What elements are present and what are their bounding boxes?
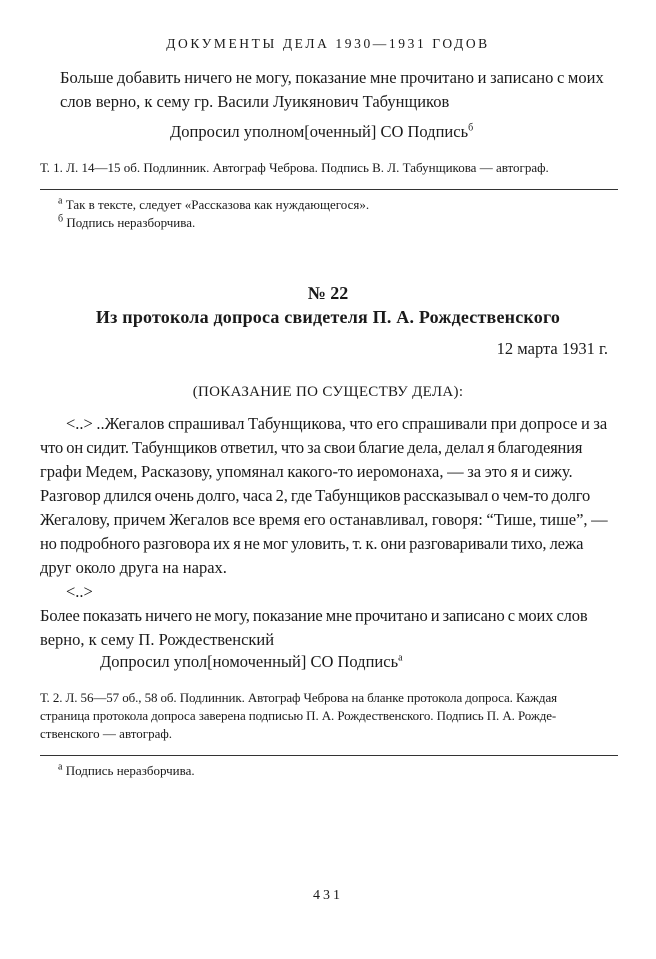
footnote-text: Подпись неразборчива.: [65, 763, 195, 778]
text-line: ственского — автограф.: [40, 726, 173, 741]
text-line: Больше добавить ничего не могу, показание мне прочитано и записано с моих: [60, 68, 604, 87]
footnote-text: Подпись неразборчива.: [66, 215, 196, 230]
text-line: графи Медем, Расказову, упомянал какого-то иеромонаха, — за это я и сижу.: [40, 462, 573, 481]
text-line: верно, к сему П. Рождественский: [40, 630, 275, 649]
document-number: № 22: [307, 283, 349, 303]
signature-text: Допросил уполном[оченный] СО Подпись: [170, 122, 469, 141]
footnote-marker: а: [58, 761, 63, 773]
doc21-signature: [170, 120, 473, 144]
footnote-marker: а: [58, 195, 63, 207]
document-date: 12 марта 1931 г.: [496, 339, 608, 358]
footnote-marker: б: [468, 122, 474, 134]
footnote-marker: а: [398, 652, 403, 664]
omission-mark: <..>: [66, 582, 93, 601]
text-line: страница протокола допроса заверена подписью П. А. Рождественского. Подпись П. А. Рожде-: [40, 708, 557, 723]
doc21-footnotes: [58, 196, 618, 232]
footnote-divider: [40, 755, 618, 756]
text-line: слов верно, к сему гр. Васили Луикянович Табунщиков: [60, 92, 450, 111]
text-line: Т. 2. Л. 56—57 об., 58 об. Подлинник. Автограф Чеброва на бланке протокола допроса. Каждая: [40, 690, 557, 705]
document-title: Из протокола допроса свидетеля П. А. Рождественского: [95, 307, 561, 327]
text-line: <..> ..Жегалов спрашивал Табунщикова, что его спрашивали при допросе и за: [66, 414, 608, 433]
doc21-closing-statement: [60, 66, 616, 114]
text-line: что он сидит. Табунщиков ответил, что за свои благие дела, делал я благодеяния: [40, 438, 583, 457]
page-number: 431: [313, 888, 343, 903]
footnote-divider: [40, 189, 618, 190]
footnote-text: Так в тексте, следует «Рассказова как нуждающегося».: [65, 197, 370, 212]
signature-text: Допросил упол[номоченный] СО Подпись: [100, 652, 399, 671]
text-line: друг около друга на нарах.: [40, 558, 227, 577]
footnote-marker: б: [58, 213, 64, 225]
footnote: [58, 196, 618, 214]
footnote: [58, 762, 618, 780]
footnote: [58, 214, 618, 232]
section-heading: (ПОКАЗАНИЕ ПО СУЩЕСТВУ ДЕЛА):: [192, 384, 464, 400]
running-head: ДОКУМЕНТЫ ДЕЛА 1930—1931 ГОДОВ: [166, 36, 490, 51]
doc22-footnotes: [58, 762, 618, 780]
text-line: но подробного разговора их я не мог уловить, т. к. они разговаривали тихо, лежа: [40, 534, 584, 553]
testimony-body: [40, 412, 620, 652]
doc22-source-note: [40, 689, 620, 743]
text-line: Разговор длился очень долго, часа 2, где Табунщиков рассказывал о чем-то долго: [40, 486, 591, 505]
doc21-source-note: Т. 1. Л. 14—15 об. Подлинник. Автограф Чеброва. Подпись В. Л. Табунщикова — автограф.: [40, 160, 549, 175]
text-line: Более показать ничего не могу, показание мне прочитано и записано с моих слов: [40, 606, 588, 625]
doc22-signature: [100, 650, 403, 674]
text-line: Жегалову, причем Жегалов все время его останавливал, говоря: “Тише, тише”, —: [40, 510, 608, 529]
